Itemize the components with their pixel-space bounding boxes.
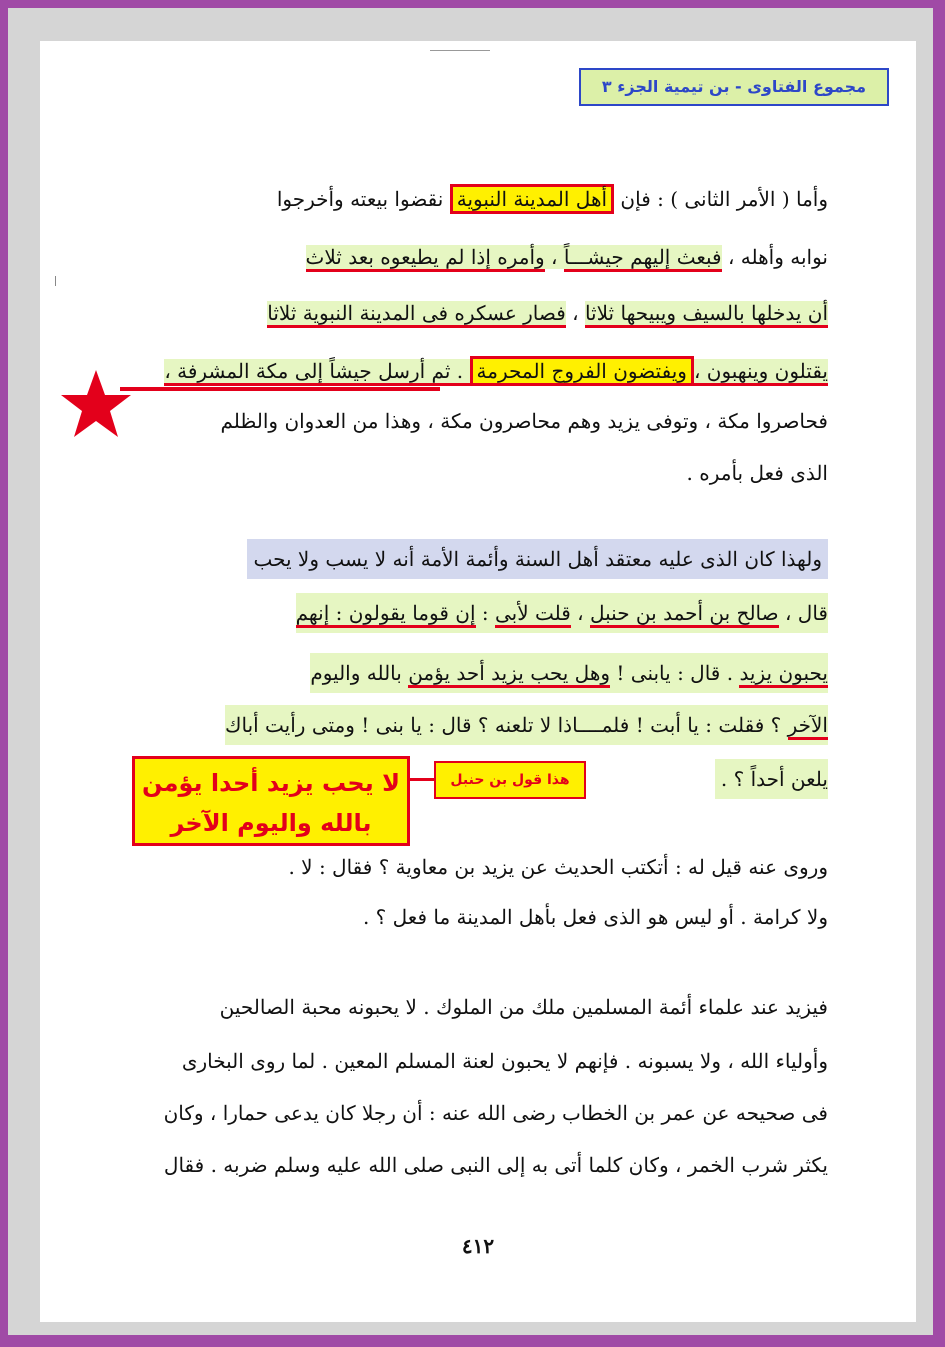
p3-line1: وروى عنه قيل له : أتكتب الحديث عن يزيد بن معاوية ؟ فقال : لا . [288,855,828,879]
page-number: ٤١٢ [461,1234,495,1258]
p1-line1 [277,179,828,219]
highlight-salih: صالح بن أحمد بن حنبل [590,601,779,628]
highlight-believer: وهل يحب يزيد أحد يؤمن [408,661,610,688]
text: قال ، [778,601,828,625]
highlight-sword: أن يدخلها بالسيف ويبيحها ثلاثا [585,301,828,328]
highlight-camp: فصار عسكره فى المدينة النبوية ثلاثا [267,301,566,328]
p4-line4: يكثر شرب الخمر ، وكان كلما أتى به إلى النبى صلى الله عليه وسلم ضربه . فقال [163,1153,828,1177]
highlight-love: يحبون يزيد [739,661,828,688]
highlight-kill: يقتلون وينهبون ، [694,359,828,386]
p2-line2 [296,593,828,633]
star-icon [60,368,132,440]
p1-line4 [164,351,828,391]
top-mark [430,50,490,51]
p2-line1: ولهذا كان الذى عليه معتقد أهل السنة وأئمة الأمة أنه لا يسب ولا يحب [247,539,828,579]
highlight-madina: أهل المدينة النبوية [450,184,614,214]
highlight-father: قلت لأبى [495,601,571,628]
highlight-mecca: . ثم أرسل جيشاً إلى مكة المشرفة ، [164,359,469,386]
callout-quote-line2: بالله واليوم الآخر [170,809,372,837]
p1-line2 [306,237,828,277]
p1-line3 [267,293,828,333]
text: وأما ( الأمر الثانى ) : فإن [614,187,828,211]
text: . قال : يابنى ! [610,661,740,685]
p2-line5: يلعن أحداً ؟ . [715,759,828,799]
p2-line4 [225,705,828,745]
p4-line1: فيزيد عند علماء أئمة المسلمين ملك من الملوك . لا يحبونه محبة الصالحين [219,995,828,1019]
callout-quote-line1: لا يحب يزيد أحدا يؤمن [142,769,400,797]
page-frame [8,8,933,1335]
callout-ibn-hanbal: هذا قول بن حنبل [434,761,586,799]
document-page [40,41,916,1322]
arrow-line [120,387,440,391]
callout-quote [132,756,410,846]
text: نقضوا بيعته وأخرجوا [276,187,450,211]
margin-mark [55,276,56,286]
text: ، [565,301,585,325]
highlight-forbidden: ويفتضون الفروج المحرمة [470,356,694,386]
text: ، [544,245,564,269]
text: : [475,601,495,625]
highlight-army: فبعث إليهم جيشـــاً [564,245,722,272]
p2-line3 [310,653,828,693]
text: ، [570,601,590,625]
p4-line2: وأولياء الله ، ولا يسبونه . فإنهم لا يحبون لعنة المسلم المعين . لما روى البخارى [181,1049,828,1073]
highlight-order: وأمره إذا لم يطيعوه بعد ثلاث [306,245,545,272]
text: ؟ فقلت : يا أبت ! فلمــــاذا لا تلعنه ؟ قال : يا بنى ! ومتى رأيت أباك [224,713,788,737]
header-title: مجموع الفتاوى - بن تيمية الجزء ٣ [579,68,889,106]
text: نوابه وأهله ، [721,245,828,269]
p1-line5: فحاصروا مكة ، وتوفى يزيد وهم محاصرون مكة ، وهذا من العدوان والظلم [220,409,828,433]
highlight-people: إن قوما يقولون : إنهم [296,601,476,628]
text: بالله واليوم [310,661,409,685]
highlight-last-day: الآخر [788,713,828,740]
p3-line2: ولا كرامة . أو ليس هو الذى فعل بأهل المدينة ما فعل ؟ . [362,905,828,929]
p4-line3: فى صحيحه عن عمر بن الخطاب رضى الله عنه : أن رجلا كان يدعى حمارا ، وكان [163,1101,828,1125]
p1-line6: الذى فعل بأمره . [686,461,828,485]
callout-connector [410,778,436,781]
